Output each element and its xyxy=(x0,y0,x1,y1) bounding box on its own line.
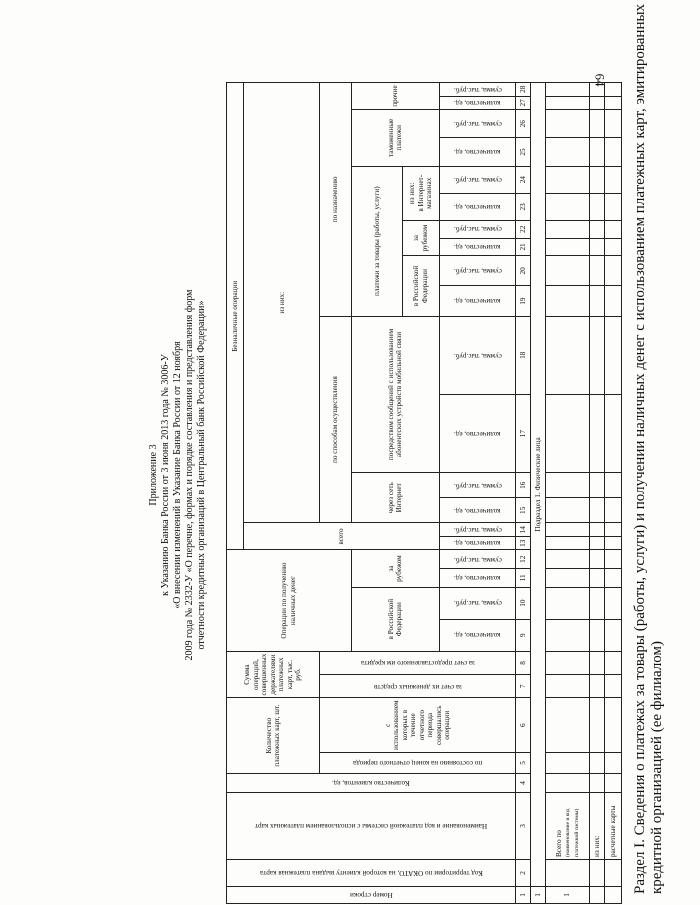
col-sum-credit: за счет предоставленного им кредита xyxy=(320,651,516,674)
column-number-cell: 28 xyxy=(516,83,531,97)
column-number-cell: 13 xyxy=(516,536,531,550)
col-cards-end: по состоянию на конец отчетного периода xyxy=(320,753,516,774)
col-sum-own: за счет их денежных средств xyxy=(320,675,516,698)
header-line: отчетности кредитных организаций в Центральный банк Российской Федерации» xyxy=(196,300,207,650)
column-number-cell: 27 xyxy=(516,96,531,110)
cell xyxy=(604,110,621,138)
cell xyxy=(545,753,589,774)
report-table xyxy=(226,82,622,904)
unit-other-qty: количество, ед. xyxy=(439,96,515,110)
unit-mobile-qty: количество, ед. xyxy=(439,394,515,472)
unit-cash-rf-sum: сумма, тыс.руб. xyxy=(439,587,515,619)
cell xyxy=(589,256,604,286)
appendix-header xyxy=(148,70,208,880)
column-number-cell: 24 xyxy=(516,166,531,193)
col-cards-used: с использованием которых в течение отчетного периода совершались операции xyxy=(320,698,516,753)
cell xyxy=(604,96,621,110)
col-internet: через сеть Интернет xyxy=(351,473,439,523)
cell xyxy=(604,83,621,97)
unit-customs-qty: количество, ед. xyxy=(439,138,515,166)
col-row-number: Номер строки xyxy=(227,887,516,904)
cell xyxy=(589,96,604,110)
column-number-cell: 8 xyxy=(516,651,531,674)
cell xyxy=(545,536,589,550)
of-them-label: из них: xyxy=(589,793,604,860)
cell xyxy=(604,887,621,904)
cell xyxy=(604,569,621,588)
cell xyxy=(604,536,621,550)
cell xyxy=(545,166,589,193)
subsection-title: Подраздел 1. Физические лица xyxy=(530,83,545,887)
cell xyxy=(589,473,604,498)
cell xyxy=(589,220,604,238)
cell xyxy=(604,550,621,569)
cell xyxy=(545,394,589,472)
cell xyxy=(604,316,621,394)
cell xyxy=(604,774,621,793)
col-cash-abroad: за рубежом xyxy=(351,550,439,587)
cell xyxy=(589,83,604,97)
col-pay-rf: в Российской Федерации xyxy=(403,256,440,316)
unit-internet-sum: сумма, тыс.руб. xyxy=(439,473,515,498)
cell xyxy=(589,110,604,138)
cell xyxy=(604,394,621,472)
cell xyxy=(604,473,621,498)
header-line: Приложение 3 xyxy=(148,444,159,506)
row-number-cell: 1 xyxy=(530,887,545,904)
cell xyxy=(589,619,604,651)
unit-total-qty: количество, ед. xyxy=(439,536,515,550)
cell xyxy=(604,166,621,193)
col-pay-abroad: за рубежом xyxy=(403,220,440,255)
column-number-cell: 22 xyxy=(516,220,531,238)
column-number-cell: 18 xyxy=(516,316,531,394)
cell xyxy=(604,698,621,753)
cell xyxy=(545,619,589,651)
column-number-cell: 14 xyxy=(516,523,531,537)
unit-pay-abroad-qty: количество, ед. xyxy=(439,238,515,256)
cell xyxy=(545,675,589,698)
cell xyxy=(545,96,589,110)
column-number-cell: 12 xyxy=(516,550,531,569)
col-cash-rf: в Российской Федерации xyxy=(351,587,439,651)
cell xyxy=(604,619,621,651)
cell xyxy=(589,860,604,887)
rotated-page xyxy=(140,3,700,900)
unit-cash-abroad-qty: количество, ед. xyxy=(439,569,515,588)
unit-internet-qty: количество, ед. xyxy=(439,498,515,523)
column-number-cell: 21 xyxy=(516,238,531,256)
cell xyxy=(589,753,604,774)
cell xyxy=(604,220,621,238)
cell xyxy=(589,698,604,753)
cell xyxy=(545,83,589,97)
unit-mobile-sum: сумма, тыс.руб. xyxy=(439,316,515,394)
col-sum: Сумма операций, совершенных держателями платежных карт, тыс. руб. xyxy=(227,651,320,698)
column-number-cell: 23 xyxy=(516,193,531,220)
column-number-cell: 10 xyxy=(516,587,531,619)
cell xyxy=(545,550,589,569)
cell xyxy=(604,138,621,166)
cell xyxy=(545,698,589,753)
col-noncash: Безналичные операции xyxy=(227,83,244,550)
cell xyxy=(545,473,589,498)
column-number-cell: 16 xyxy=(516,473,531,498)
cell xyxy=(589,286,604,316)
col-of-which: из них: xyxy=(244,83,320,523)
cell xyxy=(545,138,589,166)
column-number-cell: 9 xyxy=(516,619,531,651)
cell xyxy=(589,536,604,550)
unit-customs-sum: сумма, тыс.руб. xyxy=(439,110,515,138)
unit-pay-rf-qty: количество, ед. xyxy=(439,286,515,316)
unit-shops-sum: сумма, тыс.руб. xyxy=(439,166,515,193)
col-internet-shops: из них: в Интернет-магазинах xyxy=(403,166,440,220)
cell xyxy=(589,587,604,619)
header-line: «О внесении изменений в Указание Банка России от 12 ноября xyxy=(172,341,183,609)
col-cash: Операции по получению наличных денег xyxy=(227,550,352,651)
column-number-cell: 1 xyxy=(516,887,531,904)
cell xyxy=(604,256,621,286)
column-number-cell: 5 xyxy=(516,753,531,774)
header-line: к Указанию Банка России от 3 июня 2013 года № 3006-У xyxy=(160,354,171,596)
cell xyxy=(545,587,589,619)
cell xyxy=(604,753,621,774)
settlement-cards-label: расчетные карты xyxy=(604,793,621,860)
section-title-line1: Раздел I. Сведения о платежах за товары (работы, услуги) и получении наличных денег с использованием платежных карт, эмитированных xyxy=(632,3,648,894)
cell xyxy=(545,316,589,394)
unit-cash-abroad-sum: сумма, тыс.руб. xyxy=(439,550,515,569)
cell xyxy=(604,193,621,220)
unit-shops-qty: количество, ед. xyxy=(439,193,515,220)
cell xyxy=(589,238,604,256)
col-okato: Код территории по ОКАТО, на которой клиенту выдана платежная карта xyxy=(227,860,516,887)
cell xyxy=(604,675,621,698)
col-total: всего xyxy=(244,523,440,550)
cell xyxy=(545,523,589,537)
cell xyxy=(545,220,589,238)
header-line: 2009 года № 2332-У «О перечне, формах и порядке составления и представления форм xyxy=(184,289,195,661)
row-number-cell: 1 xyxy=(545,887,589,904)
cell xyxy=(545,651,589,674)
column-number-cell: 7 xyxy=(516,675,531,698)
column-number-cell: 26 xyxy=(516,110,531,138)
cell xyxy=(604,238,621,256)
column-number-cell: 25 xyxy=(516,138,531,166)
unit-total-sum: сумма, тыс.руб. xyxy=(439,523,515,537)
section-title xyxy=(632,4,666,894)
cell xyxy=(545,110,589,138)
cell xyxy=(604,523,621,537)
cell xyxy=(604,498,621,523)
cell xyxy=(589,675,604,698)
column-numbers-row xyxy=(516,83,531,904)
col-customs: таможенные платежи xyxy=(351,110,439,167)
cell xyxy=(589,498,604,523)
column-number-cell: 4 xyxy=(516,774,531,793)
col-by-method: по способам осуществления xyxy=(320,316,351,523)
unit-pay-abroad-sum: сумма, тыс.руб. xyxy=(439,220,515,238)
unit-other-sum: сумма, тыс.руб. xyxy=(439,83,515,97)
cell xyxy=(545,193,589,220)
cell xyxy=(604,651,621,674)
cell xyxy=(589,887,604,904)
unit-pay-rf-sum: сумма, тыс.руб. xyxy=(439,256,515,286)
column-number-cell: 15 xyxy=(516,498,531,523)
cell xyxy=(589,651,604,674)
column-number-cell: 17 xyxy=(516,394,531,472)
col-clients: Количество клиентов, ед. xyxy=(227,774,516,793)
cell xyxy=(589,550,604,569)
col-mobile: посредством сообщений с использованием абонентских устройств мобильной связи xyxy=(351,316,439,473)
cell xyxy=(545,569,589,588)
column-number-cell: 6 xyxy=(516,698,531,753)
cell xyxy=(589,394,604,472)
total-label-cell: Всего по (наименование и код платежной системы) xyxy=(545,793,589,860)
cell xyxy=(545,256,589,286)
col-payments-goods: платежи за товары (работы, услуги) xyxy=(351,166,402,316)
cell xyxy=(589,523,604,537)
cell xyxy=(589,193,604,220)
cell xyxy=(589,138,604,166)
col-cards: Количество платежных карт, шт. xyxy=(227,698,320,774)
col-other: прочие xyxy=(351,83,439,110)
cell xyxy=(604,587,621,619)
cell xyxy=(589,569,604,588)
cell xyxy=(589,166,604,193)
column-number-cell: 20 xyxy=(516,256,531,286)
column-number-cell: 2 xyxy=(516,860,531,887)
cell xyxy=(589,316,604,394)
cell xyxy=(545,498,589,523)
cell xyxy=(604,286,621,316)
col-by-purpose: по назначению xyxy=(320,83,351,317)
cell xyxy=(545,774,589,793)
page-number: 64 xyxy=(592,73,608,87)
column-number-cell: 3 xyxy=(516,793,531,860)
cell xyxy=(545,238,589,256)
section-title-line2: кредитной организацией (ее филиалом) xyxy=(649,640,665,894)
cell xyxy=(589,774,604,793)
cell xyxy=(545,286,589,316)
column-number-cell: 11 xyxy=(516,569,531,588)
unit-cash-rf-qty: количество, ед. xyxy=(439,619,515,651)
cell xyxy=(545,860,589,887)
column-number-cell: 19 xyxy=(516,286,531,316)
cell xyxy=(604,860,621,887)
col-name: Наименование и код платежной системы с использованием платежных карт xyxy=(227,793,516,860)
